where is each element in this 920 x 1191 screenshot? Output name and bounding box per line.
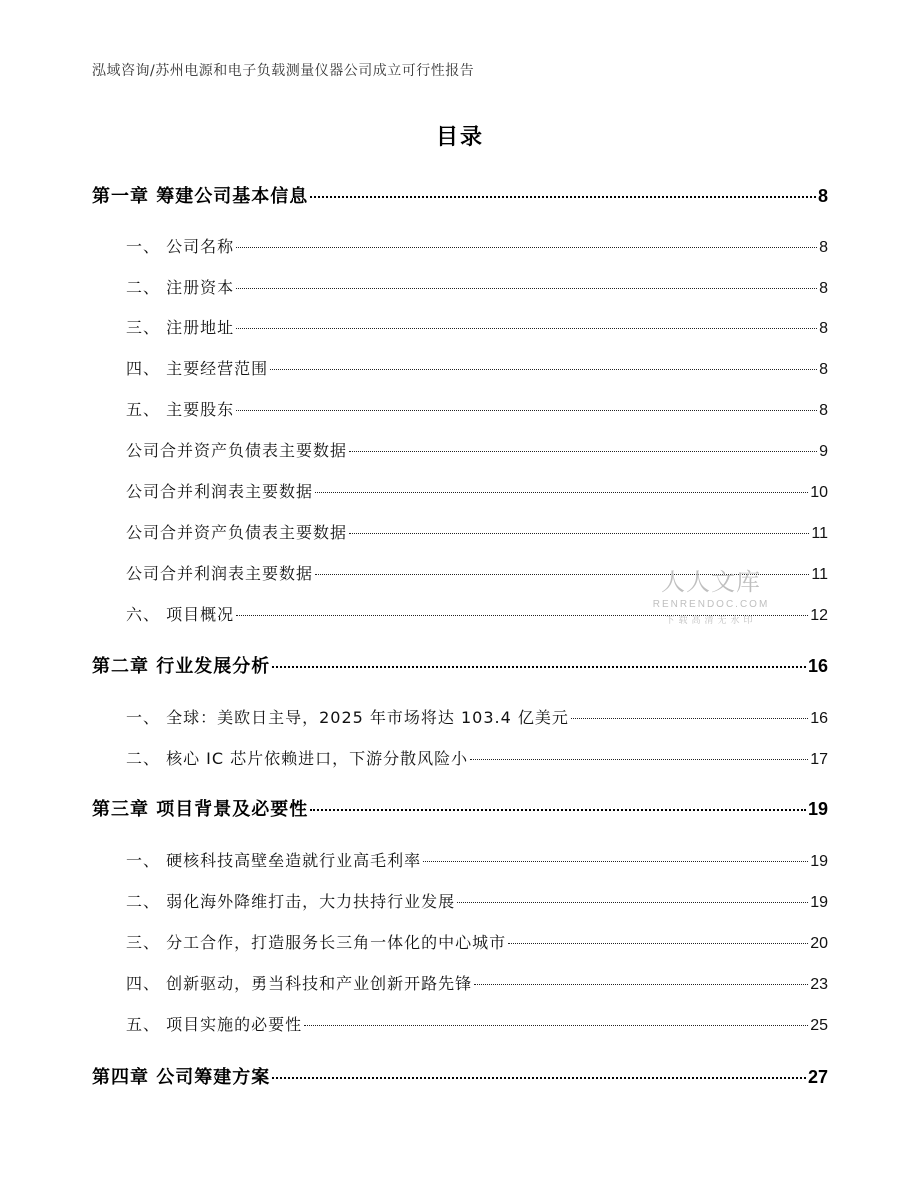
toc-page-number: 25: [810, 1017, 828, 1034]
toc-page-number: 11: [811, 525, 828, 542]
toc-dot-leader: [310, 196, 816, 198]
toc-entry-label: 三、 注册地址: [126, 318, 235, 337]
toc-page-number: 8: [817, 186, 828, 206]
toc-section-entry[interactable]: [126, 848, 828, 871]
toc-entry-label: 四、 主要经营范围: [126, 359, 269, 378]
toc-section-entry[interactable]: [126, 397, 828, 420]
toc-entry-label: 第三章 项目背景及必要性: [92, 799, 309, 820]
toc-section-entry[interactable]: [126, 1012, 828, 1035]
toc-entry-label: 二、 注册资本: [126, 278, 235, 297]
toc-entry-label: 第一章 筹建公司基本信息: [92, 186, 309, 207]
toc-entry-label: 公司合并资产负债表主要数据: [126, 441, 348, 460]
toc-entry-label: 三、 分工合作，打造服务长三角一体化的中心城市: [126, 933, 507, 952]
toc-page-number: 17: [810, 751, 828, 768]
toc-section-entry[interactable]: [126, 234, 828, 257]
watermark-url: RENRENDOC.COM: [652, 599, 770, 610]
toc-page-number: 16: [810, 710, 828, 727]
toc-dot-leader: [508, 943, 808, 944]
page-title: 目录: [435, 125, 484, 150]
toc-dot-leader: [474, 984, 808, 985]
toc-dot-leader: [571, 718, 808, 719]
toc-page-number: 8: [819, 320, 828, 337]
toc-dot-leader: [457, 902, 808, 903]
toc-entry-label: 第二章 行业发展分析: [92, 656, 271, 677]
toc-dot-leader: [270, 369, 817, 370]
toc-page-number: 19: [810, 894, 828, 911]
toc-entry-label: 公司合并资产负债表主要数据: [126, 523, 348, 542]
toc-section-entry[interactable]: [126, 275, 828, 298]
toc-chapter-entry[interactable]: [92, 182, 828, 208]
toc-entry-label: 第四章 公司筹建方案: [92, 1067, 271, 1088]
toc-dot-leader: [272, 666, 806, 668]
toc-section-entry[interactable]: [126, 971, 828, 994]
toc-page-number: 8: [819, 361, 828, 378]
toc-section-entry[interactable]: [126, 520, 828, 543]
toc-entry-label: 一、 硬核科技高壁垒造就行业高毛利率: [126, 851, 422, 870]
toc-dot-leader: [272, 1077, 806, 1079]
watermark: [646, 562, 776, 626]
toc-page-number: 20: [810, 935, 828, 952]
toc-page-number: 19: [807, 799, 828, 819]
toc-page-number: 27: [807, 1067, 828, 1087]
toc-section-entry[interactable]: [126, 315, 828, 338]
toc-entry-label: 二、 核心 IC 芯片依赖进口，下游分散风险小: [126, 749, 469, 768]
toc-page-number: 8: [819, 402, 828, 419]
toc-dot-leader: [310, 809, 806, 811]
toc-section-entry[interactable]: [126, 746, 828, 769]
toc-entry-label: 二、 弱化海外降维打击，大力扶持行业发展: [126, 892, 456, 911]
toc-entry-label: 一、 公司名称: [126, 237, 235, 256]
toc-section-entry[interactable]: [126, 930, 828, 953]
watermark-main: 人人文库: [661, 568, 761, 596]
toc-entry-label: 公司合并利润表主要数据: [126, 482, 314, 501]
toc-chapter-entry[interactable]: [92, 652, 828, 678]
toc-section-entry[interactable]: [126, 438, 828, 461]
toc-dot-leader: [315, 492, 808, 493]
toc-dot-leader: [423, 861, 808, 862]
toc-page-number: 9: [819, 443, 828, 460]
toc-dot-leader: [349, 533, 809, 534]
toc-dot-leader: [304, 1025, 808, 1026]
running-header: 泓域咨询/苏州电源和电子负载测量仪器公司成立可行性报告: [92, 63, 475, 79]
toc-dot-leader: [349, 451, 817, 452]
watermark-tagline: 下载高清无水印: [665, 616, 757, 626]
toc-section-entry[interactable]: [126, 479, 828, 502]
toc-dot-leader: [236, 247, 817, 248]
toc-dot-leader: [236, 328, 817, 329]
toc-page-number: 11: [811, 566, 828, 583]
toc-dot-leader: [470, 759, 808, 760]
toc-section-entry[interactable]: [126, 705, 828, 728]
toc-page-number: 12: [810, 607, 828, 624]
toc-section-entry[interactable]: [126, 889, 828, 912]
toc-page-number: 10: [810, 484, 828, 501]
toc-page-number: 16: [807, 656, 828, 676]
toc-dot-leader: [236, 410, 817, 411]
toc-page-number: 8: [819, 239, 828, 256]
toc-dot-leader: [236, 288, 817, 289]
toc-entry-label: 六、 项目概况: [126, 605, 235, 624]
toc-entry-label: 四、 创新驱动，勇当科技和产业创新开路先锋: [126, 974, 473, 993]
toc-entry-label: 五、 主要股东: [126, 400, 235, 419]
toc-section-entry[interactable]: [126, 356, 828, 379]
toc-chapter-entry[interactable]: [92, 1063, 828, 1089]
toc-page-number: 8: [819, 280, 828, 297]
toc-chapter-entry[interactable]: [92, 795, 828, 821]
toc-entry-label: 公司合并利润表主要数据: [126, 564, 314, 583]
toc-entry-label: 一、 全球：美欧日主导，2025 年市场将达 103.4 亿美元: [126, 708, 569, 727]
toc-page-number: 23: [810, 976, 828, 993]
toc-entry-label: 五、 项目实施的必要性: [126, 1015, 303, 1034]
toc-page-number: 19: [810, 853, 828, 870]
